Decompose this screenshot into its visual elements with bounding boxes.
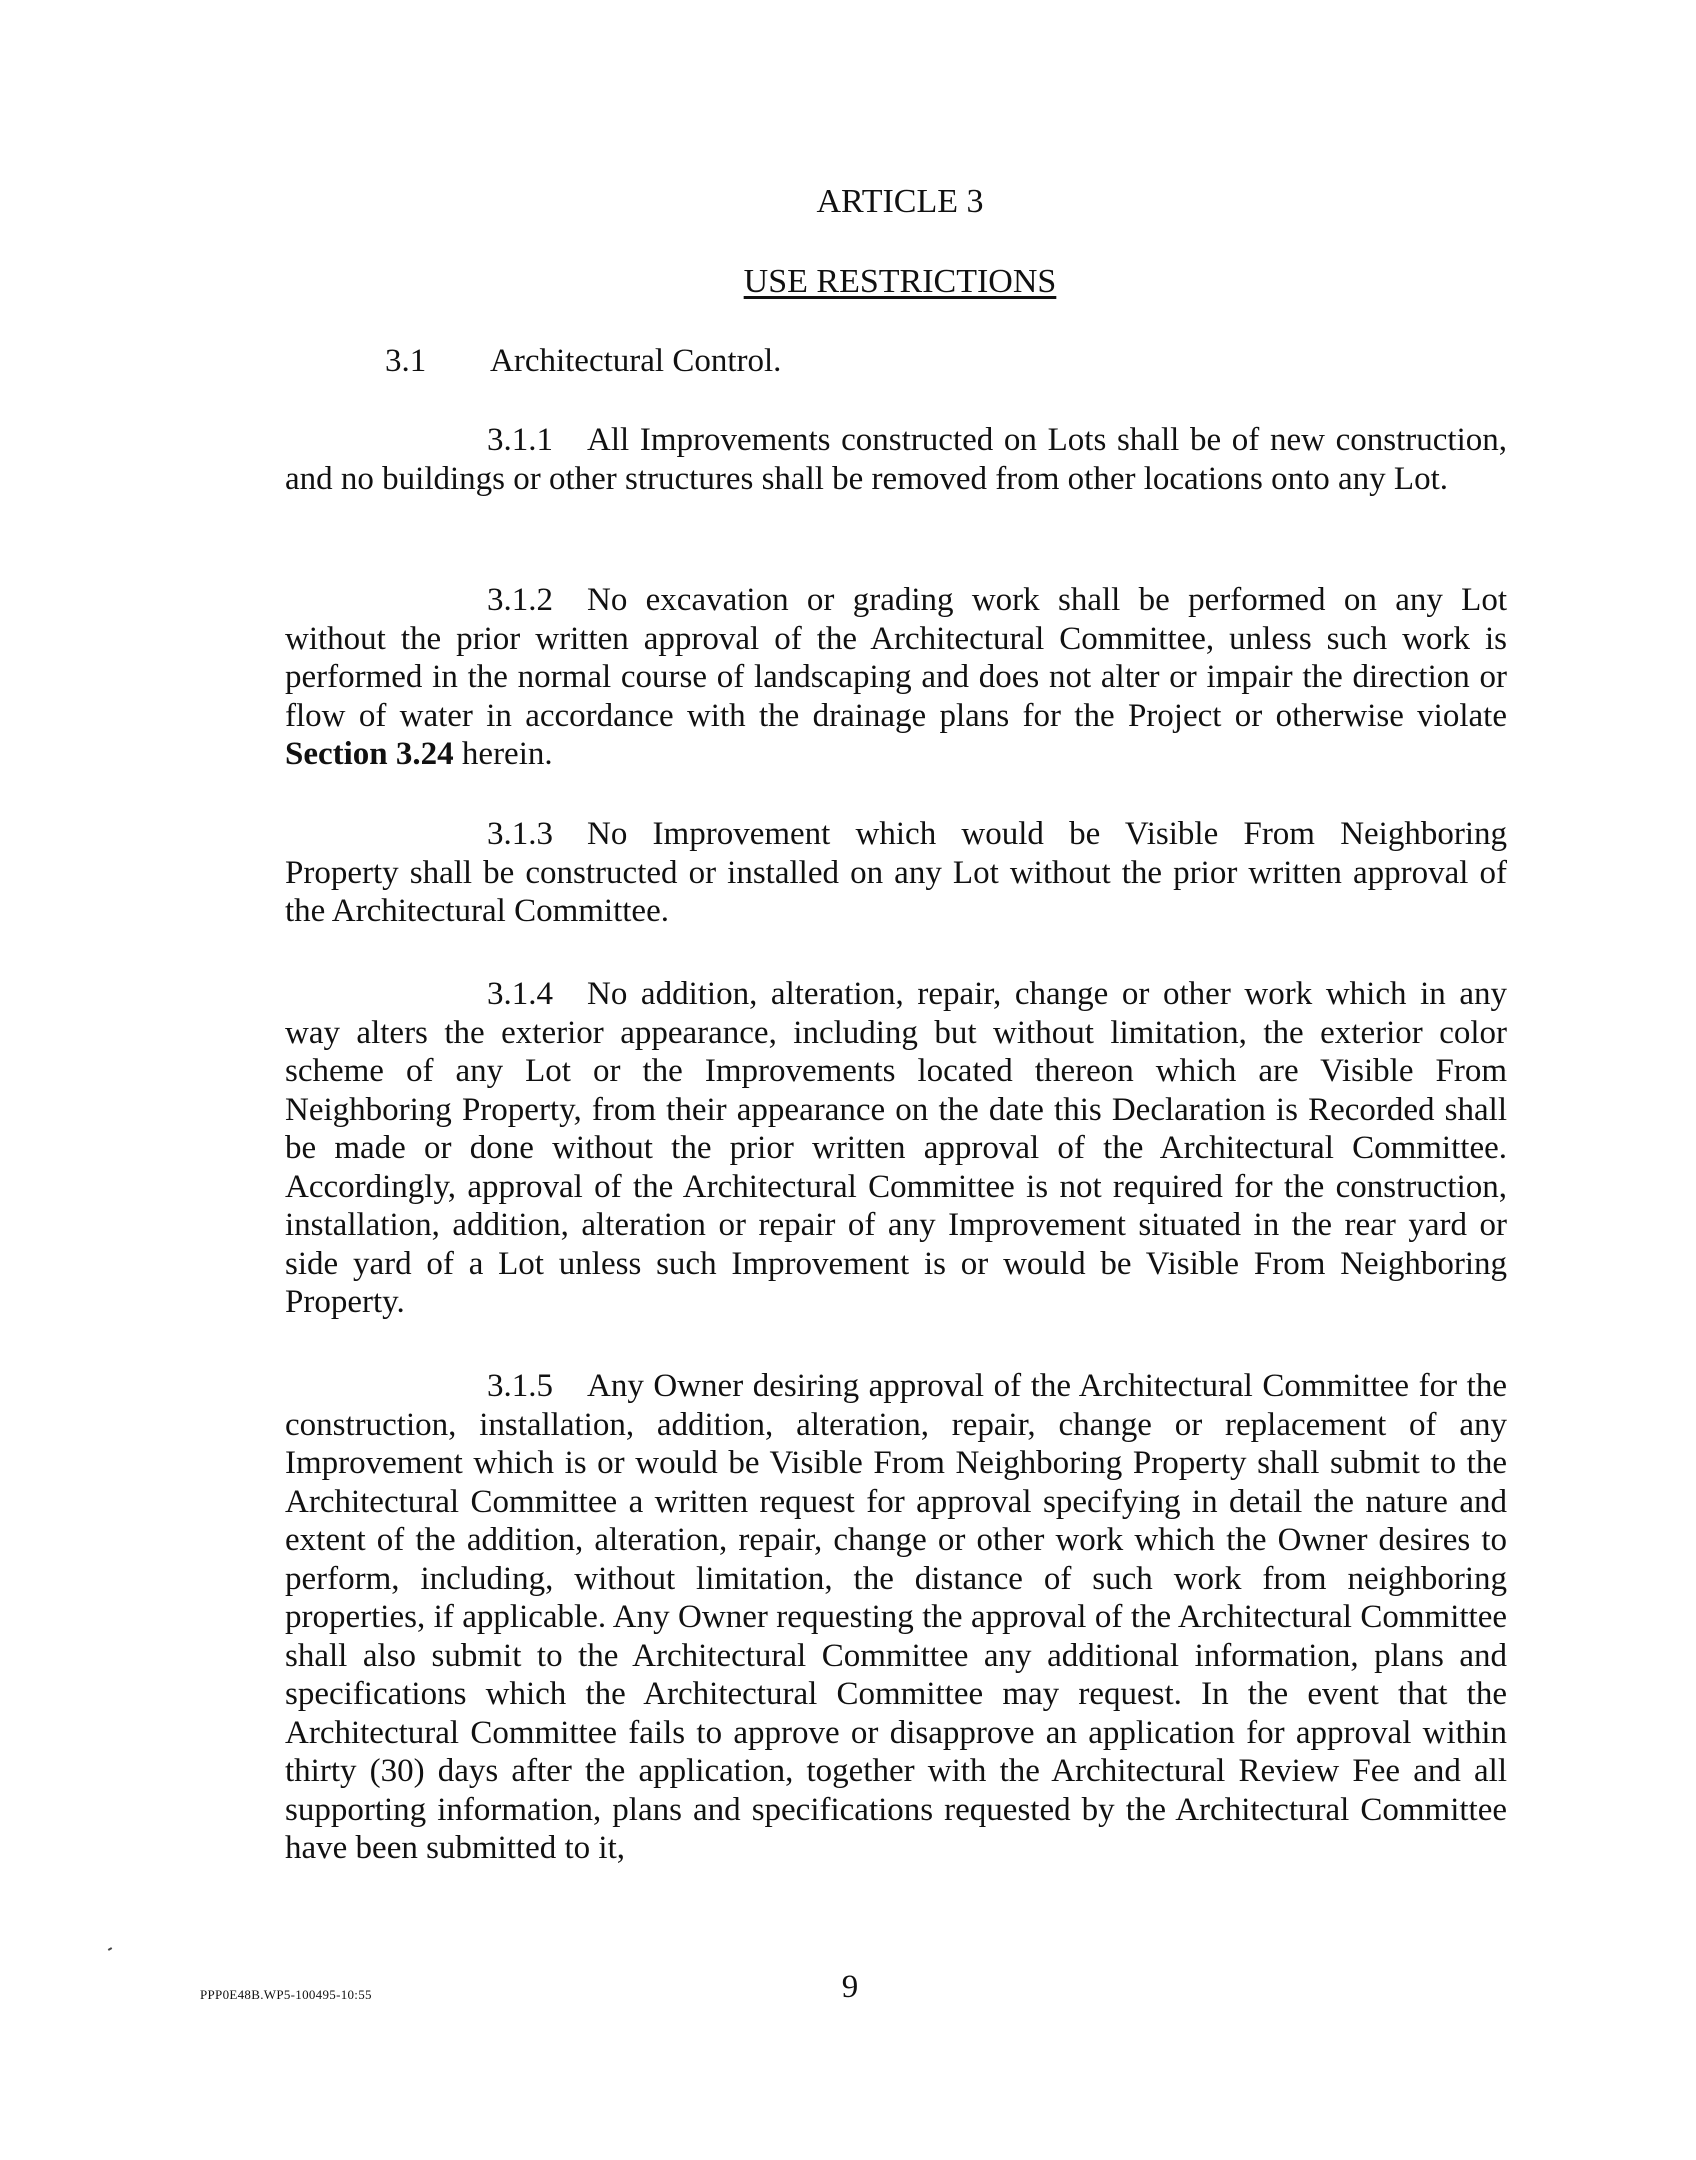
article-subtitle: USE RESTRICTIONS bbox=[743, 263, 1057, 300]
paragraph-number: 3.1.5 bbox=[487, 1368, 553, 1404]
section-reference: Section 3.24 bbox=[285, 736, 454, 772]
paragraph-text: All Improvements constructed on Lots shall be of new construction, and no buildings or other structures shall be removed from other locations onto any Lot. bbox=[285, 422, 1507, 497]
article-heading: ARTICLE 3 bbox=[816, 183, 984, 220]
scan-speck bbox=[108, 1947, 112, 1951]
paragraph-text: No addition, alteration, repair, change or other work which in any way alters the exterior appearance, including but without limitation, the exterior color scheme of any Lot or the Improvements located thereon which are Visible From Neighboring Property, from their appearance on the date this Declaration is Recorded shall be made or done without the prior written approval of the Architectural Committee. Accordingly, approval of the Architectural Committee is not required for the construction, installation, addition, alteration or repair of any Improvement situated in the rear yard or side yard of a Lot unless such Improvement is or would be Visible From Neighboring Property. bbox=[285, 976, 1507, 1320]
paragraph-3-1-1 bbox=[285, 421, 1507, 498]
paragraph-number: 3.1.1 bbox=[487, 422, 553, 458]
paragraph-text: Any Owner desiring approval of the Architectural Committee for the construction, installation, addition, alteration, repair, change or replacement of any Improvement which is or would be Visible From Neighboring Property shall submit to the Architectural Committee a written request for approval specifying in detail the nature and extent of the addition, alteration, repair, change or other work which the Owner desires to perform, including, without limitation, the distance of such work from neighboring properties, if applicable. Any Owner requesting the approval of the Architectural Committee shall also submit to the Architectural Committee any additional information, plans and specifications which the Architectural Committee may request. In the event that the Architectural Committee fails to approve or disapprove an application for approval within thirty (30) days after the application, together with the Architectural Review Fee and all supporting information, plans and specifications requested by the Architectural Committee have been submitted to it, bbox=[285, 1368, 1507, 1866]
paragraph-text: No excavation or grading work shall be performed on any Lot without the prior written approval of the Architectural Committee, unless such work is performed in the normal course of landscaping and does not alter or impair the direction or flow of water in accordance with the drainage plans for the Project or otherwise violate bbox=[285, 582, 1507, 734]
paragraph-number: 3.1.4 bbox=[487, 976, 553, 1012]
page-number: 9 bbox=[841, 1969, 859, 2005]
paragraph-number: 3.1.3 bbox=[487, 816, 553, 852]
paragraph-number: 3.1.2 bbox=[487, 582, 553, 618]
paragraph-3-1-5 bbox=[285, 1367, 1507, 1868]
document-code: PPP0E48B.WP5-100495-10:55 bbox=[200, 1987, 372, 2002]
section-number: 3.1 bbox=[385, 343, 427, 379]
paragraph-3-1-3 bbox=[285, 815, 1507, 931]
section-heading bbox=[385, 341, 781, 381]
paragraph-3-1-4 bbox=[285, 975, 1507, 1322]
paragraph-text-end: herein. bbox=[453, 736, 553, 772]
paragraph-3-1-2 bbox=[285, 581, 1507, 774]
section-title: Architectural Control. bbox=[490, 343, 782, 379]
paragraph-text: No Improvement which would be Visible From Neighboring Property shall be constructed or installed on any Lot without the prior written approval of the Architectural Committee. bbox=[285, 816, 1507, 929]
